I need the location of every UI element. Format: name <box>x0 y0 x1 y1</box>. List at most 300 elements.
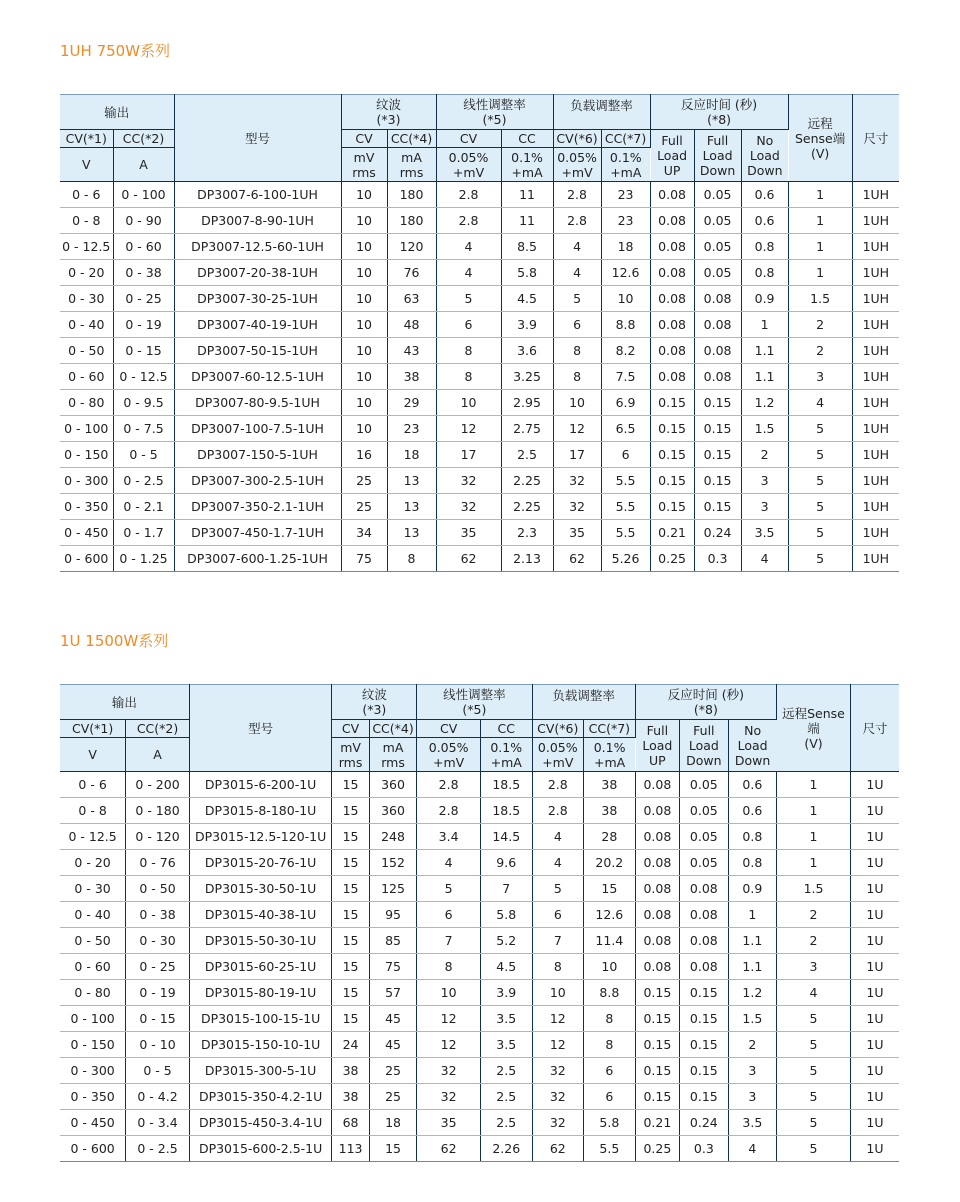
cell-resp-full-load-up: 0.08 <box>650 260 694 286</box>
header-load-reg: 负载调整率 <box>553 95 650 130</box>
cell-resp-full-load-down: 0.15 <box>680 1006 729 1032</box>
cell-resp-full-load-up: 0.08 <box>635 954 679 980</box>
cell-model: DP3015-30-50-1U <box>189 876 332 902</box>
cell-line-reg-cv: 2.8 <box>436 208 501 234</box>
cell-ripple-cc: 120 <box>387 234 436 260</box>
table-row <box>60 364 899 390</box>
header-line-reg: 线性调整率 (*5) <box>417 685 532 720</box>
cell-cv-range: 0 - 50 <box>60 338 113 364</box>
cell-load-reg-cv: 5 <box>532 876 584 902</box>
cell-resp-no-load-down: 1.5 <box>741 416 788 442</box>
cell-resp-full-load-up: 0.08 <box>650 338 694 364</box>
cell-ripple-cv: 10 <box>341 260 387 286</box>
cell-resp-no-load-down: 1 <box>728 902 777 928</box>
header-ripple-cc4: CC(*4) <box>387 130 436 148</box>
cell-resp-full-load-down: 0.05 <box>694 260 741 286</box>
cell-model: DP3015-150-10-1U <box>189 1032 332 1058</box>
cell-resp-full-load-up: 0.08 <box>635 902 679 928</box>
cell-line-reg-cc: 2.5 <box>480 1110 532 1136</box>
header-ma-rms: mA rms <box>387 148 436 182</box>
cell-line-reg-cv: 32 <box>436 494 501 520</box>
cell-remote-sense: 2 <box>788 312 852 338</box>
cell-cv-range: 0 - 80 <box>60 980 126 1006</box>
cell-cc-range: 0 - 25 <box>126 954 190 980</box>
cell-line-reg-cv: 8 <box>436 338 501 364</box>
table-row <box>60 1006 899 1032</box>
cell-line-reg-cc: 3.5 <box>480 1006 532 1032</box>
table-header <box>60 685 899 772</box>
cell-load-reg-cv: 32 <box>532 1058 584 1084</box>
header-line-pct-ma: 0.1% +mA <box>501 148 553 182</box>
cell-resp-full-load-down: 0.08 <box>694 338 741 364</box>
header-line-pct-mv: 0.05% +mV <box>417 738 481 772</box>
cell-ripple-cc: 13 <box>387 520 436 546</box>
cell-line-reg-cc: 8.5 <box>501 234 553 260</box>
cell-resp-no-load-down: 1.1 <box>728 954 777 980</box>
cell-resp-full-load-down: 0.15 <box>680 980 729 1006</box>
cell-remote-sense: 2 <box>777 902 851 928</box>
cell-ripple-cc: 23 <box>387 416 436 442</box>
cell-cv-range: 0 - 12.5 <box>60 234 113 260</box>
table-row <box>60 182 899 208</box>
cell-cc-range: 0 - 60 <box>113 234 174 260</box>
cell-resp-full-load-up: 0.15 <box>635 1006 679 1032</box>
cell-line-reg-cv: 35 <box>436 520 501 546</box>
header-load-reg: 负载调整率 <box>532 685 635 720</box>
cell-remote-sense: 3 <box>777 954 851 980</box>
cell-remote-sense: 1 <box>788 208 852 234</box>
cell-load-reg-cv: 6 <box>553 312 601 338</box>
header-model: 型号 <box>189 685 332 772</box>
cell-line-reg-cc: 11 <box>501 208 553 234</box>
cell-load-reg-cv: 10 <box>553 390 601 416</box>
cell-resp-full-load-up: 0.15 <box>650 416 694 442</box>
cell-line-reg-cv: 5 <box>436 286 501 312</box>
cell-model: DP3015-350-4.2-1U <box>189 1084 332 1110</box>
cell-resp-no-load-down: 1.5 <box>728 1006 777 1032</box>
cell-remote-sense: 1 <box>788 260 852 286</box>
cell-resp-full-load-up: 0.15 <box>635 1084 679 1110</box>
cell-line-reg-cc: 3.5 <box>480 1032 532 1058</box>
cell-ripple-cv: 15 <box>332 876 369 902</box>
cell-size: 1UH <box>852 260 899 286</box>
cell-cc-range: 0 - 5 <box>126 1058 190 1084</box>
cell-cv-range: 0 - 350 <box>60 494 113 520</box>
section-title-1uh: 1UH 750W系列 <box>60 42 171 60</box>
cell-cv-range: 0 - 300 <box>60 1058 126 1084</box>
table-body <box>60 772 899 1162</box>
cell-cc-range: 0 - 2.5 <box>126 1136 190 1162</box>
cell-resp-no-load-down: 1.1 <box>741 338 788 364</box>
cell-remote-sense: 4 <box>777 980 851 1006</box>
header-line-pct-mv: 0.05% +mV <box>436 148 501 182</box>
cell-resp-full-load-down: 0.05 <box>694 182 741 208</box>
cell-remote-sense: 1 <box>788 182 852 208</box>
cell-resp-full-load-down: 0.24 <box>680 1110 729 1136</box>
cell-ripple-cv: 25 <box>341 468 387 494</box>
header-size: 尺寸 <box>852 95 899 182</box>
cell-model: DP3015-100-15-1U <box>189 1006 332 1032</box>
cell-line-reg-cc: 2.26 <box>480 1136 532 1162</box>
cell-ripple-cc: 125 <box>369 876 417 902</box>
table-row <box>60 520 899 546</box>
cell-cc-range: 0 - 180 <box>126 798 190 824</box>
cell-ripple-cc: 25 <box>369 1058 417 1084</box>
cell-line-reg-cv: 10 <box>417 980 481 1006</box>
cell-resp-full-load-down: 0.08 <box>694 286 741 312</box>
cell-resp-full-load-down: 0.15 <box>694 442 741 468</box>
cell-cc-range: 0 - 2.1 <box>113 494 174 520</box>
cell-cv-range: 0 - 450 <box>60 520 113 546</box>
cell-resp-no-load-down: 3.5 <box>728 1110 777 1136</box>
cell-cc-range: 0 - 76 <box>126 850 190 876</box>
cell-line-reg-cv: 12 <box>436 416 501 442</box>
cell-size: 1UH <box>852 286 899 312</box>
cell-load-reg-cv: 4 <box>532 824 584 850</box>
cell-model: DP3015-40-38-1U <box>189 902 332 928</box>
table-row <box>60 234 899 260</box>
cell-line-reg-cc: 18.5 <box>480 772 532 798</box>
cell-size: 1U <box>850 902 899 928</box>
cell-remote-sense: 4 <box>788 390 852 416</box>
header-mv-rms: mV rms <box>341 148 387 182</box>
cell-load-reg-cc: 12.6 <box>601 260 650 286</box>
cell-model: DP3015-6-200-1U <box>189 772 332 798</box>
cell-ripple-cc: 8 <box>387 546 436 572</box>
cell-load-reg-cc: 6 <box>584 1084 636 1110</box>
cell-resp-no-load-down: 0.6 <box>741 182 788 208</box>
cell-cc-range: 0 - 90 <box>113 208 174 234</box>
cell-model: DP3007-8-90-1UH <box>174 208 341 234</box>
header-mv-rms: mV rms <box>332 738 369 772</box>
cell-load-reg-cv: 4 <box>553 260 601 286</box>
cell-load-reg-cv: 32 <box>532 1110 584 1136</box>
cell-line-reg-cc: 2.3 <box>501 520 553 546</box>
cell-resp-no-load-down: 0.8 <box>741 260 788 286</box>
cell-resp-no-load-down: 0.8 <box>728 850 777 876</box>
cell-resp-no-load-down: 0.9 <box>741 286 788 312</box>
header-load-pct-mv: 0.05% +mV <box>532 738 584 772</box>
cell-ripple-cv: 34 <box>341 520 387 546</box>
cell-load-reg-cc: 11.4 <box>584 928 636 954</box>
header-unit-v: V <box>60 148 113 182</box>
cell-cv-range: 0 - 6 <box>60 182 113 208</box>
cell-remote-sense: 1.5 <box>777 876 851 902</box>
cell-size: 1U <box>850 1006 899 1032</box>
cell-line-reg-cv: 5 <box>417 876 481 902</box>
cell-model: DP3015-8-180-1U <box>189 798 332 824</box>
cell-load-reg-cc: 8 <box>584 1006 636 1032</box>
cell-model: DP3015-20-76-1U <box>189 850 332 876</box>
table-row <box>60 546 899 572</box>
header-full-load-down: Full Load Down <box>694 130 741 182</box>
cell-model: DP3007-40-19-1UH <box>174 312 341 338</box>
cell-ripple-cc: 57 <box>369 980 417 1006</box>
cell-line-reg-cv: 32 <box>417 1084 481 1110</box>
header-cv1: CV(*1) <box>60 130 113 148</box>
cell-line-reg-cc: 9.6 <box>480 850 532 876</box>
cell-ripple-cv: 15 <box>332 954 369 980</box>
cell-load-reg-cc: 12.6 <box>584 902 636 928</box>
cell-line-reg-cv: 6 <box>417 902 481 928</box>
cell-resp-no-load-down: 1.1 <box>741 364 788 390</box>
header-full-load-up: Full Load UP <box>635 720 679 772</box>
cell-resp-full-load-up: 0.08 <box>635 850 679 876</box>
table-row <box>60 902 899 928</box>
cell-cv-range: 0 - 20 <box>60 850 126 876</box>
cell-ripple-cc: 13 <box>387 494 436 520</box>
table-row <box>60 494 899 520</box>
cell-resp-full-load-down: 0.08 <box>680 954 729 980</box>
cell-resp-no-load-down: 3 <box>728 1084 777 1110</box>
table-row <box>60 260 899 286</box>
cell-cv-range: 0 - 8 <box>60 208 113 234</box>
table-row <box>60 208 899 234</box>
cell-size: 1UH <box>852 546 899 572</box>
header-ripple: 纹波 (*3) <box>341 95 436 130</box>
cell-load-reg-cc: 8 <box>584 1032 636 1058</box>
cell-line-reg-cv: 62 <box>417 1136 481 1162</box>
cell-resp-full-load-down: 0.08 <box>680 902 729 928</box>
cell-size: 1U <box>850 798 899 824</box>
cell-resp-full-load-down: 0.05 <box>694 208 741 234</box>
cell-model: DP3015-60-25-1U <box>189 954 332 980</box>
cell-model: DP3007-80-9.5-1UH <box>174 390 341 416</box>
header-remote-sense: 远程 Sense端 (V) <box>788 95 852 182</box>
cell-remote-sense: 1 <box>777 824 851 850</box>
header-unit-a: A <box>113 148 174 182</box>
cell-resp-full-load-up: 0.08 <box>635 772 679 798</box>
cell-ripple-cc: 18 <box>387 442 436 468</box>
cell-resp-full-load-down: 0.05 <box>680 798 729 824</box>
cell-load-reg-cc: 15 <box>584 876 636 902</box>
cell-size: 1U <box>850 876 899 902</box>
cell-load-reg-cv: 35 <box>553 520 601 546</box>
cell-line-reg-cc: 3.9 <box>480 980 532 1006</box>
table-row <box>60 928 899 954</box>
section-title-1u: 1U 1500W系列 <box>60 632 169 650</box>
cell-ripple-cv: 10 <box>341 338 387 364</box>
cell-load-reg-cc: 28 <box>584 824 636 850</box>
cell-load-reg-cv: 32 <box>532 1084 584 1110</box>
table-row <box>60 1110 899 1136</box>
cell-model: DP3015-600-2.5-1U <box>189 1136 332 1162</box>
cell-line-reg-cc: 2.25 <box>501 468 553 494</box>
cell-load-reg-cv: 10 <box>532 980 584 1006</box>
cell-line-reg-cv: 2.8 <box>417 772 481 798</box>
table-row <box>60 980 899 1006</box>
cell-resp-no-load-down: 1 <box>741 312 788 338</box>
cell-line-reg-cv: 10 <box>436 390 501 416</box>
cell-line-reg-cc: 2.5 <box>480 1084 532 1110</box>
cell-resp-full-load-down: 0.3 <box>694 546 741 572</box>
table-row <box>60 442 899 468</box>
table-row <box>60 1136 899 1162</box>
table-row <box>60 772 899 798</box>
cell-cc-range: 0 - 15 <box>126 1006 190 1032</box>
cell-load-reg-cc: 8.8 <box>584 980 636 1006</box>
cell-load-reg-cv: 32 <box>553 494 601 520</box>
cell-size: 1U <box>850 1058 899 1084</box>
cell-ripple-cv: 10 <box>341 286 387 312</box>
cell-size: 1U <box>850 980 899 1006</box>
header-line-pct-ma: 0.1% +mA <box>480 738 532 772</box>
cell-load-reg-cc: 20.2 <box>584 850 636 876</box>
cell-cc-range: 0 - 5 <box>113 442 174 468</box>
cell-cv-range: 0 - 80 <box>60 390 113 416</box>
cell-cc-range: 0 - 19 <box>113 312 174 338</box>
cell-resp-full-load-down: 0.05 <box>694 234 741 260</box>
cell-line-reg-cv: 2.8 <box>436 182 501 208</box>
cell-resp-full-load-down: 0.05 <box>680 772 729 798</box>
cell-ripple-cv: 15 <box>332 798 369 824</box>
cell-ripple-cv: 10 <box>341 208 387 234</box>
cell-resp-full-load-up: 0.21 <box>650 520 694 546</box>
cell-line-reg-cv: 6 <box>436 312 501 338</box>
cell-ripple-cv: 113 <box>332 1136 369 1162</box>
cell-resp-full-load-down: 0.08 <box>680 876 729 902</box>
cell-resp-full-load-down: 0.15 <box>694 416 741 442</box>
cell-cc-range: 0 - 15 <box>113 338 174 364</box>
cell-cv-range: 0 - 100 <box>60 1006 126 1032</box>
header-ripple-cc4: CC(*4) <box>369 720 417 738</box>
cell-ripple-cv: 10 <box>341 390 387 416</box>
cell-line-reg-cv: 62 <box>436 546 501 572</box>
cell-cc-range: 0 - 12.5 <box>113 364 174 390</box>
header-line-cv: CV <box>436 130 501 148</box>
cell-load-reg-cc: 6 <box>601 442 650 468</box>
cell-size: 1U <box>850 824 899 850</box>
spec-table-1uh <box>60 94 899 572</box>
cell-size: 1U <box>850 928 899 954</box>
cell-load-reg-cv: 62 <box>553 546 601 572</box>
cell-line-reg-cv: 4 <box>417 850 481 876</box>
header-output: 输出 <box>60 95 174 130</box>
cell-cc-range: 0 - 25 <box>113 286 174 312</box>
cell-size: 1UH <box>852 390 899 416</box>
cell-size: 1U <box>850 954 899 980</box>
cell-cc-range: 0 - 2.5 <box>113 468 174 494</box>
cell-line-reg-cv: 17 <box>436 442 501 468</box>
cell-remote-sense: 5 <box>777 1006 851 1032</box>
cell-load-reg-cc: 5.5 <box>584 1136 636 1162</box>
table-row <box>60 1084 899 1110</box>
cell-load-reg-cc: 5.5 <box>601 520 650 546</box>
cell-size: 1U <box>850 772 899 798</box>
cell-ripple-cc: 43 <box>387 338 436 364</box>
cell-ripple-cv: 68 <box>332 1110 369 1136</box>
cell-ripple-cv: 38 <box>332 1058 369 1084</box>
cell-remote-sense: 1 <box>777 850 851 876</box>
cell-resp-full-load-up: 0.08 <box>650 286 694 312</box>
cell-load-reg-cv: 6 <box>532 902 584 928</box>
cell-load-reg-cv: 5 <box>553 286 601 312</box>
header-remote-sense: 远程Sense 端 (V) <box>777 685 851 772</box>
cell-cv-range: 0 - 6 <box>60 772 126 798</box>
cell-resp-full-load-up: 0.08 <box>635 928 679 954</box>
cell-model: DP3007-450-1.7-1UH <box>174 520 341 546</box>
cell-ripple-cc: 76 <box>387 260 436 286</box>
cell-size: 1UH <box>852 468 899 494</box>
cell-resp-no-load-down: 3 <box>728 1058 777 1084</box>
cell-ripple-cv: 10 <box>341 182 387 208</box>
header-load-pct-mv: 0.05% +mV <box>553 148 601 182</box>
cell-resp-full-load-down: 0.15 <box>680 1058 729 1084</box>
cell-model: DP3007-6-100-1UH <box>174 182 341 208</box>
cell-cv-range: 0 - 600 <box>60 1136 126 1162</box>
header-no-load-down: No Load Down <box>741 130 788 182</box>
header-load-cv6: CV(*6) <box>532 720 584 738</box>
cell-resp-no-load-down: 1.2 <box>741 390 788 416</box>
header-line-cc: CC <box>480 720 532 738</box>
cell-ripple-cv: 24 <box>332 1032 369 1058</box>
cell-ripple-cc: 45 <box>369 1032 417 1058</box>
cell-line-reg-cc: 5.8 <box>501 260 553 286</box>
cell-line-reg-cv: 35 <box>417 1110 481 1136</box>
cell-line-reg-cv: 7 <box>417 928 481 954</box>
header-response: 反应时间 (秒) (*8) <box>635 685 777 720</box>
cell-ripple-cc: 18 <box>369 1110 417 1136</box>
cell-model: DP3015-300-5-1U <box>189 1058 332 1084</box>
cell-resp-no-load-down: 0.8 <box>741 234 788 260</box>
header-response: 反应时间 (秒) (*8) <box>650 95 788 130</box>
cell-ripple-cc: 29 <box>387 390 436 416</box>
cell-load-reg-cv: 4 <box>553 234 601 260</box>
cell-remote-sense: 1 <box>788 234 852 260</box>
cell-resp-no-load-down: 1.2 <box>728 980 777 1006</box>
cell-cv-range: 0 - 300 <box>60 468 113 494</box>
cell-resp-no-load-down: 4 <box>741 546 788 572</box>
cell-remote-sense: 5 <box>788 494 852 520</box>
cell-resp-full-load-up: 0.15 <box>650 468 694 494</box>
cell-load-reg-cv: 4 <box>532 850 584 876</box>
cell-load-reg-cv: 32 <box>553 468 601 494</box>
cell-load-reg-cv: 12 <box>532 1006 584 1032</box>
cell-load-reg-cc: 5.5 <box>601 468 650 494</box>
cell-cv-range: 0 - 20 <box>60 260 113 286</box>
cell-cc-range: 0 - 7.5 <box>113 416 174 442</box>
cell-resp-no-load-down: 0.6 <box>741 208 788 234</box>
cell-line-reg-cc: 4.5 <box>501 286 553 312</box>
cell-resp-no-load-down: 4 <box>728 1136 777 1162</box>
header-full-load-down: Full Load Down <box>680 720 729 772</box>
header-ripple-cv: CV <box>332 720 369 738</box>
cell-cv-range: 0 - 30 <box>60 876 126 902</box>
cell-line-reg-cv: 32 <box>417 1058 481 1084</box>
cell-load-reg-cc: 38 <box>584 798 636 824</box>
cell-line-reg-cv: 12 <box>417 1006 481 1032</box>
cell-resp-full-load-up: 0.08 <box>650 234 694 260</box>
cell-load-reg-cv: 8 <box>553 364 601 390</box>
cell-resp-full-load-up: 0.08 <box>635 876 679 902</box>
cell-ripple-cv: 16 <box>341 442 387 468</box>
cell-model: DP3015-450-3.4-1U <box>189 1110 332 1136</box>
header-cc2: CC(*2) <box>126 720 190 738</box>
cell-resp-full-load-down: 0.3 <box>680 1136 729 1162</box>
cell-size: 1U <box>850 1110 899 1136</box>
cell-ripple-cv: 15 <box>332 980 369 1006</box>
cell-size: 1U <box>850 1084 899 1110</box>
cell-line-reg-cc: 3.25 <box>501 364 553 390</box>
cell-remote-sense: 5 <box>777 1084 851 1110</box>
cell-size: 1UH <box>852 208 899 234</box>
cell-ripple-cv: 75 <box>341 546 387 572</box>
cell-line-reg-cv: 2.8 <box>417 798 481 824</box>
cell-cc-range: 0 - 30 <box>126 928 190 954</box>
cell-cc-range: 0 - 19 <box>126 980 190 1006</box>
cell-line-reg-cv: 8 <box>436 364 501 390</box>
cell-resp-full-load-up: 0.15 <box>650 494 694 520</box>
